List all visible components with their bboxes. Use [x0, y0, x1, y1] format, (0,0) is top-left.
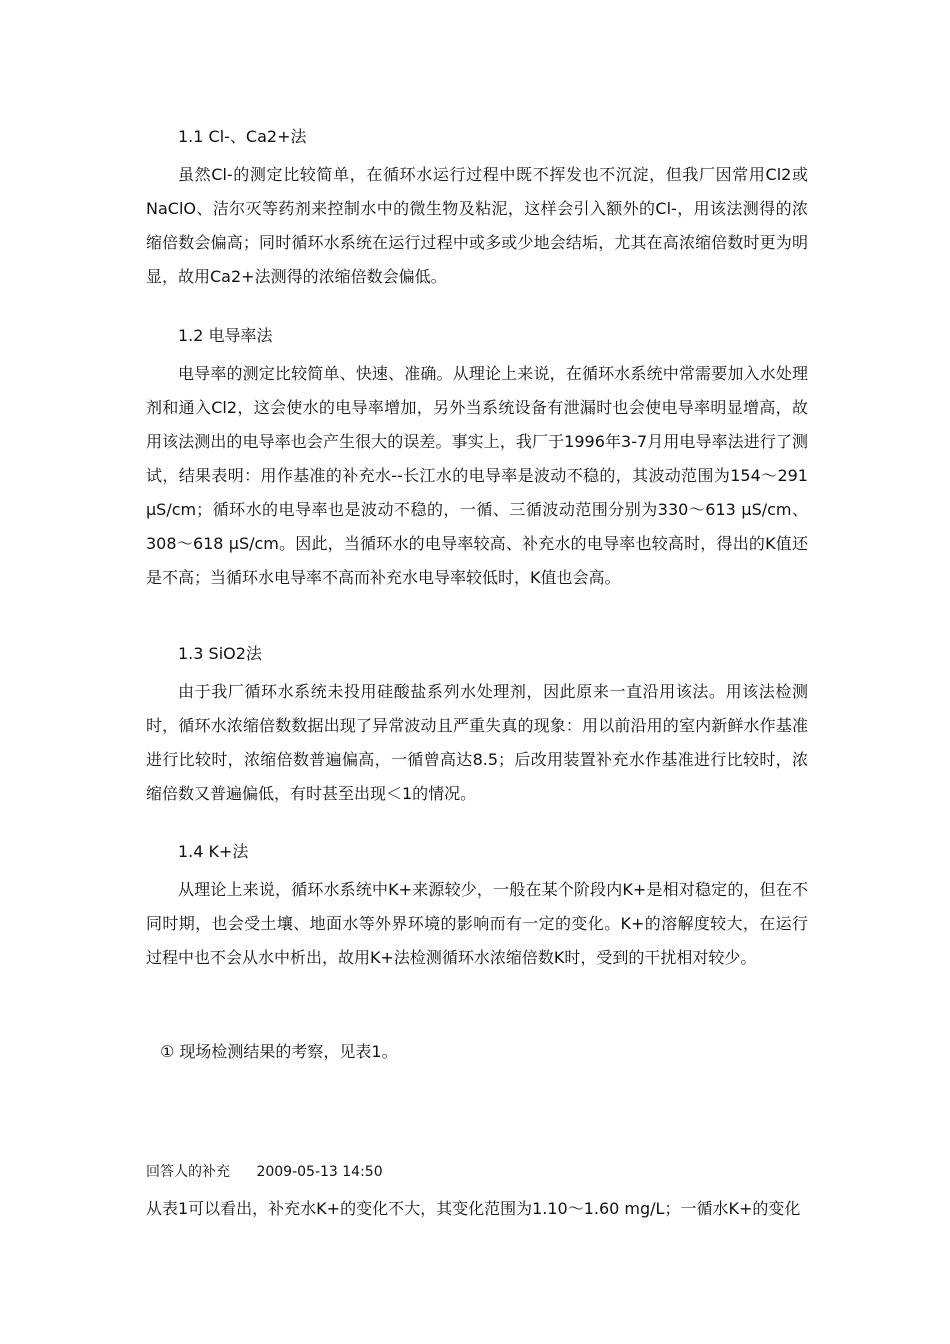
section-1-1-paragraph: 虽然Cl-的测定比较简单，在循环水运行过程中既不挥发也不沉淀，但我厂因常用Cl2或NaClO、洁尔灭等药剂来控制水中的微生物及粘泥，这样会引入额外的Cl-，用该法测得的浓缩倍数会偏高；同时循环水系统在运行过程中或多或少地会结垢，尤其在高浓缩倍数时更为明显，故用Ca2+法测得的浓缩倍数会偏低。 [146, 165, 808, 286]
table-reference-note: ① 现场检测结果的考察，见表1。 [160, 1042, 398, 1061]
supplement-header [146, 1162, 808, 1182]
section-1-4-paragraph: 从理论上来说，循环水系统中K+来源较少，一般在某个阶段内K+是相对稳定的，但在不同时期，也会受土壤、地面水等外界环境的影响而有一定的变化。K+的溶解度较大，在运行过程中也不会从水中析出，故用K+法检测循环水浓缩倍数K时，受到的干扰相对较少。 [146, 880, 808, 967]
section-1-2-paragraph: 电导率的测定比较简单、快速、准确。从理论上来说，在循环水系统中常需要加入水处理剂和通入Cl2，这会使水的电导率增加，另外当系统设备有泄漏时也会使电导率明显增高，故用该法测出的电导率也会产生很大的误差。事实上，我厂于1996年3-7月用电导率法进行了测试，结果表明：用作基准的补充水--长江水的电导率是波动不稳的，其波动范围为154～291 μS/cm；循环水的电导率也是波动不稳的，一循、三循波动范围分别为330～613 μS/cm、308～618 μS/cm。因此，当循环水的电导率较高、补充水的电导率也较高时，得出的K值还是不高；当循环水电导率不高而补充水电导率较低时，K值也会高。 [146, 364, 808, 587]
section-1-2-heading: 1.2 电导率法 [178, 326, 273, 345]
section-1-1-heading: 1.1 Cl-、Ca2+法 [178, 127, 307, 146]
section-1-3-paragraph: 由于我厂循环水系统未投用硅酸盐系列水处理剂，因此原来一直沿用该法。用该法检测时，循环水浓缩倍数数据出现了异常波动且严重失真的现象：用以前沿用的室内新鲜水作基准进行比较时，浓缩倍数普遍偏高，一循曾高达8.5；后改用装置补充水作基准进行比较时，浓缩倍数又普遍偏低，有时甚至出现＜1的情况。 [146, 682, 808, 803]
section-1-4-heading: 1.4 K+法 [178, 842, 249, 861]
section-1-3-heading: 1.3 SiO2法 [178, 644, 262, 663]
supplement-label: 回答人的补充 [146, 1164, 230, 1180]
supplement-timestamp: 2009-05-13 14:50 [256, 1164, 383, 1180]
supplement-paragraph: 从表1可以看出，补充水K+的变化不大，其变化范围为1.10～1.60 mg/L；一循水K+的变化 [146, 1199, 801, 1218]
